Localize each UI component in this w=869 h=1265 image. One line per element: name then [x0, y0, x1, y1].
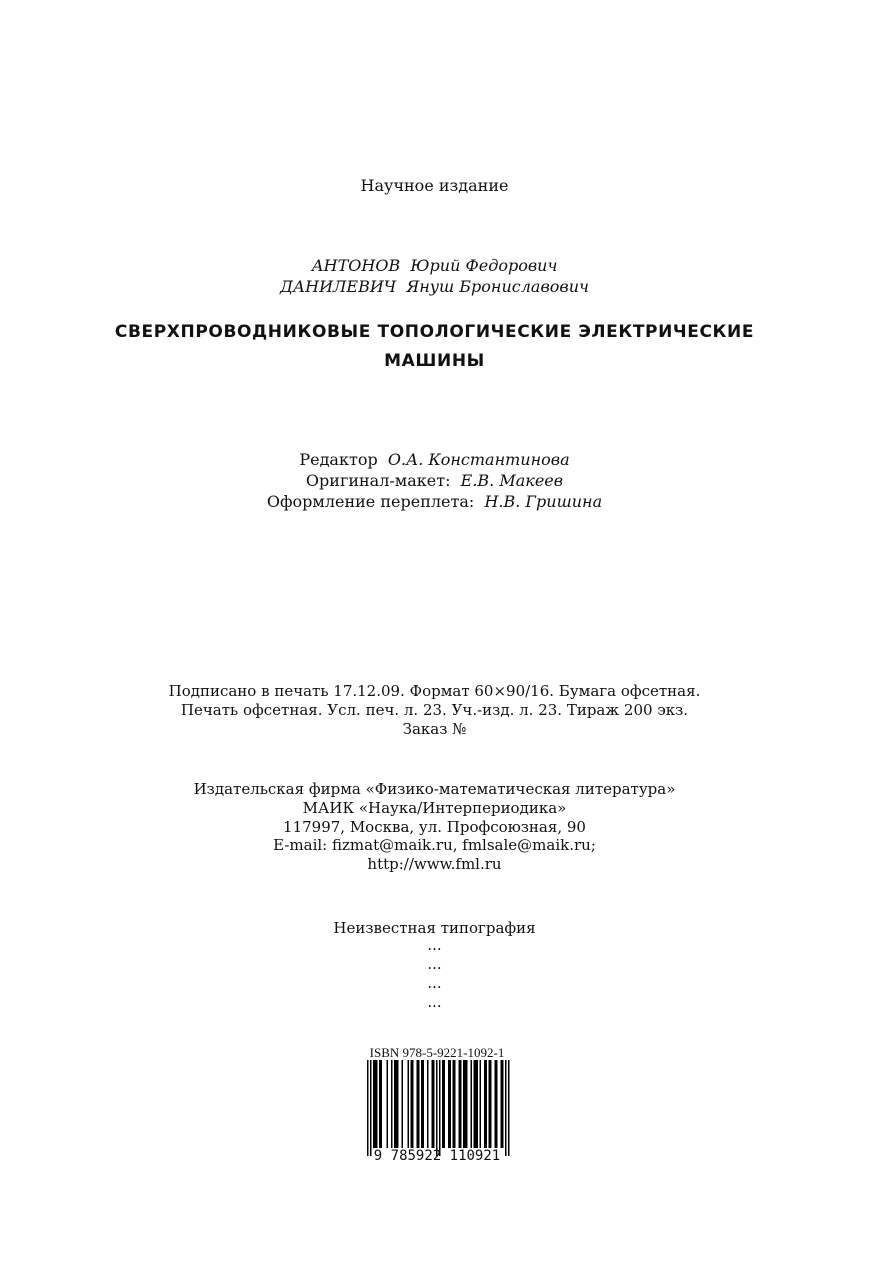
barcode-bar: [474, 1060, 479, 1148]
barcode-bar: [391, 1060, 393, 1148]
barcode-bar: [411, 1060, 414, 1148]
barcode-bar: [373, 1060, 378, 1148]
barcode-bar: [387, 1060, 389, 1148]
barcode-bar: [402, 1060, 404, 1148]
author-2-surname: ДАНИЛЕВИЧ: [280, 277, 397, 296]
publisher-line-2: МАИК «Наука/Интерпериодика»: [302, 799, 567, 817]
credit-layout: [0, 471, 869, 491]
barcode-bar: [436, 1060, 438, 1156]
barcode-bar: [495, 1060, 498, 1148]
book-title-line-2: МАШИНЫ: [384, 351, 485, 371]
barcode-bar: [489, 1060, 492, 1148]
barcode-icon: [355, 1060, 519, 1160]
barcode-bar: [484, 1060, 487, 1148]
barcode-bar: [442, 1060, 445, 1148]
barcode-bar: [453, 1060, 456, 1148]
author-2-given: Януш Брониславович: [406, 277, 589, 296]
print-info-order: Заказ №: [402, 720, 467, 738]
barcode-bar: [432, 1060, 435, 1148]
barcode-bar: [427, 1060, 429, 1148]
author-1-given: Юрий Федорович: [410, 256, 558, 275]
barcode-bar: [439, 1060, 441, 1156]
barcode-bar: [505, 1060, 507, 1156]
book-title-line-1: СВЕРХПРОВОДНИКОВЫЕ ТОПОЛОГИЧЕСКИЕ ЭЛЕКТРИЧЕСКИЕ: [114, 322, 755, 342]
print-info-line-1: Подписано в печать 17.12.09. Формат 60×90/16. Бумага офсетная.: [168, 682, 701, 700]
isbn-barcode-block: [355, 1046, 519, 1170]
publisher-line-1: Издательская фирма «Физико-математическая литература»: [193, 780, 676, 798]
barcode-bar: [394, 1060, 399, 1148]
barcode-bar: [421, 1060, 424, 1148]
printing-house-line: ...: [427, 936, 442, 954]
publisher-website: http://www.fml.ru: [367, 855, 502, 873]
edition-type: Научное издание: [360, 176, 509, 195]
credit-cover: [0, 492, 869, 512]
publisher-email: E-mail: fizmat@maik.ru, fmlsale@maik.ru;: [273, 836, 596, 854]
credit-cover-role: Оформление переплета:: [266, 492, 475, 511]
author-1-surname: АНТОНОВ: [311, 256, 401, 275]
author-2: [0, 277, 869, 297]
printing-house-line: ...: [427, 955, 442, 973]
barcode-bar: [379, 1060, 382, 1148]
barcode-bar: [463, 1060, 468, 1148]
author-1: [0, 256, 869, 276]
credit-editor: [0, 450, 869, 470]
barcode-bar: [501, 1060, 504, 1148]
printing-house-line: ...: [427, 993, 442, 1011]
credit-editor-role: Редактор: [299, 450, 378, 469]
barcode-bar: [417, 1060, 420, 1148]
barcode-bar: [471, 1060, 473, 1148]
publisher-address: 117997, Москва, ул. Профсоюзная, 90: [283, 818, 586, 836]
credit-layout-role: Оригинал-макет:: [305, 471, 451, 490]
barcode-bar: [448, 1060, 451, 1148]
barcode-bar: [408, 1060, 410, 1148]
isbn-label: ISBN 978-5-9221-1092-1: [369, 1045, 505, 1060]
barcode-digits: 9 785922 110921: [373, 1148, 501, 1164]
printing-house-name: Неизвестная типография: [333, 919, 536, 937]
credit-cover-name: Н.В. Гришина: [484, 492, 603, 511]
credit-editor-name: О.А. Константинова: [387, 450, 570, 469]
barcode-bar: [459, 1060, 462, 1148]
credit-layout-name: Е.В. Макеев: [460, 471, 564, 490]
barcode-bar: [370, 1060, 372, 1156]
barcode-bar: [508, 1060, 510, 1156]
printing-house-line: ...: [427, 974, 442, 992]
print-info-line-2: Печать офсетная. Усл. печ. л. 23. Уч.-изд. л. 23. Тираж 200 экз.: [180, 701, 689, 719]
barcode-bar: [480, 1060, 482, 1148]
barcode-bar: [367, 1060, 369, 1156]
